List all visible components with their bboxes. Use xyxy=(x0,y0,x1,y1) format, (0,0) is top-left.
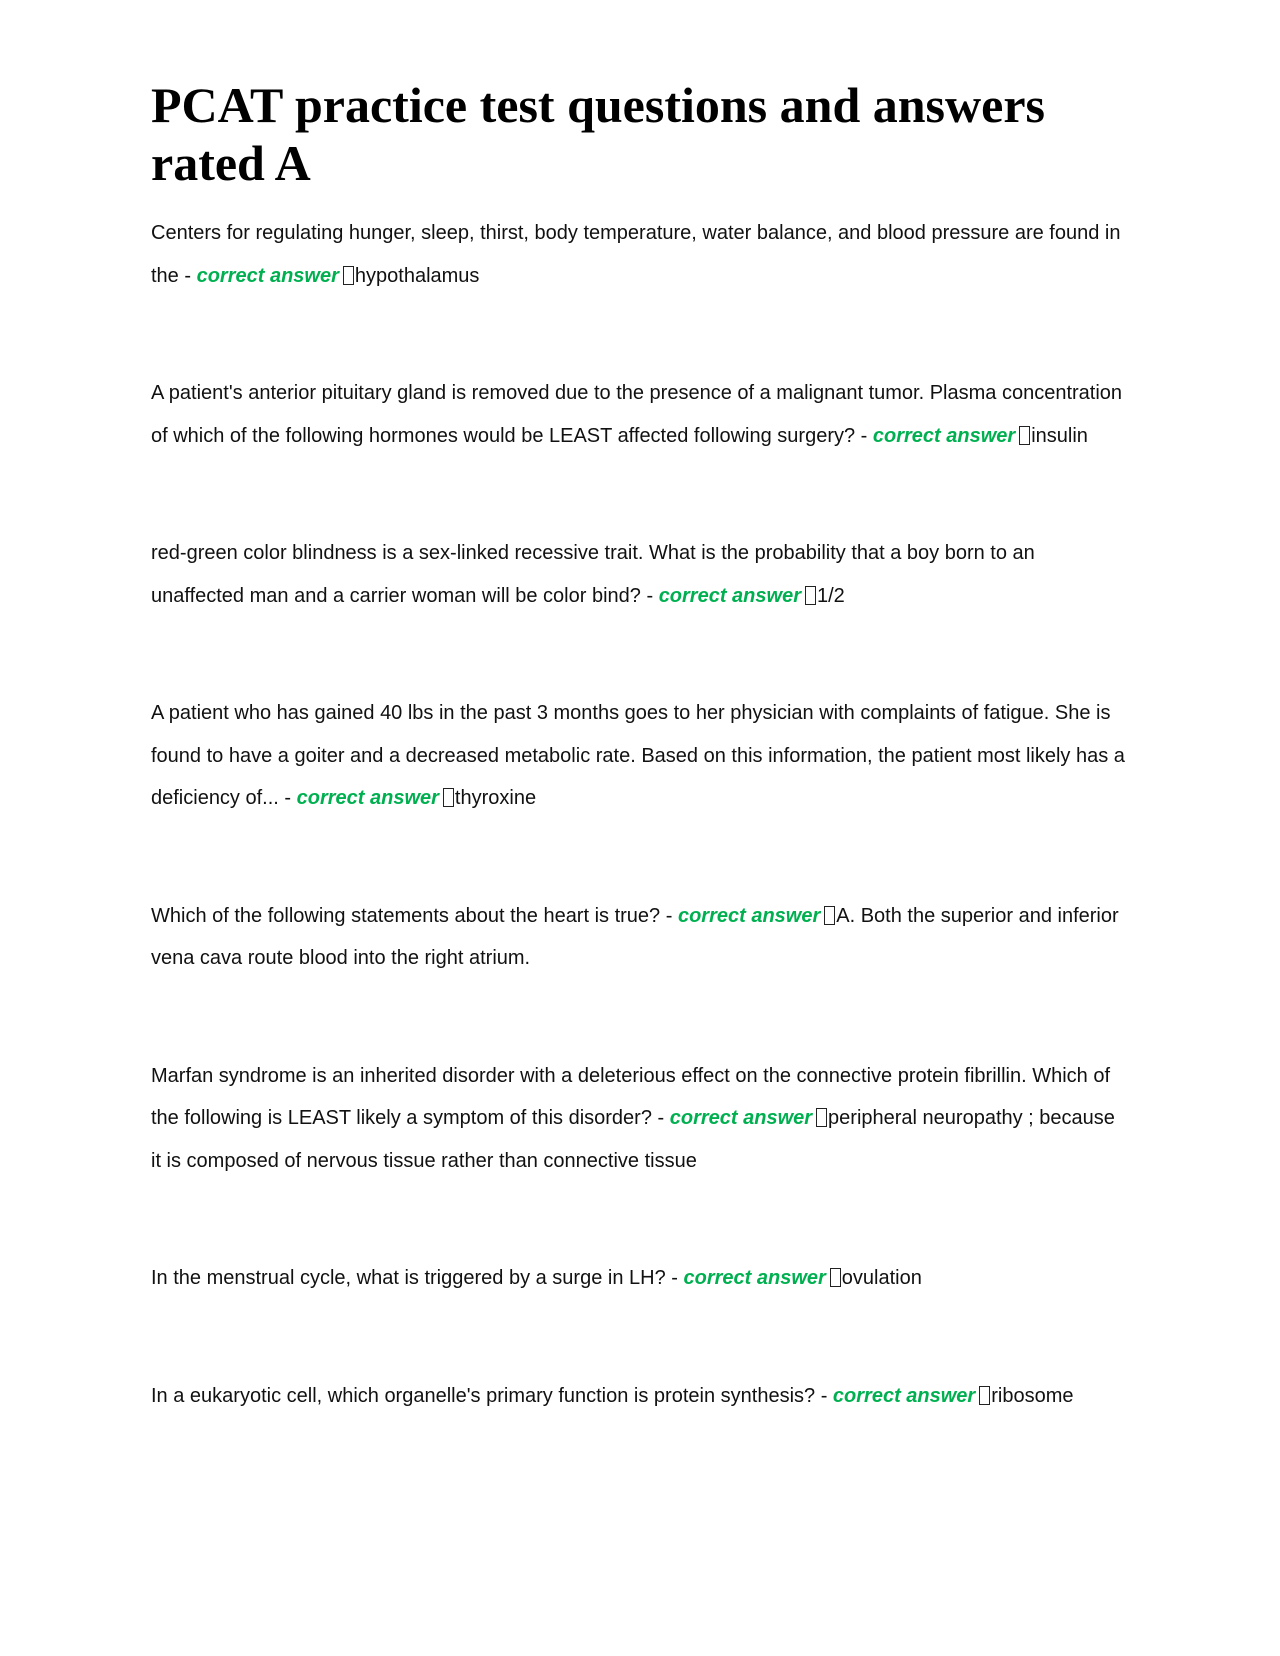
correct-answer-label: correct answer xyxy=(872,424,1016,447)
correct-answer-label: correct answer xyxy=(658,584,801,607)
answer-text: 1/2 xyxy=(816,584,845,607)
answer-text: ovulation xyxy=(841,1267,922,1289)
correct-answer-label: correct answer xyxy=(296,787,439,809)
qa-list xyxy=(151,212,1126,1417)
answer-text: hypothalamus xyxy=(354,264,480,287)
correct-answer-label: correct answer xyxy=(669,1107,813,1129)
answer-text: peripheral neuropathy ; because it is composed of nervous tissue rather than connective tissue xyxy=(151,1107,1115,1172)
document-title: PCAT practice test questions and answers rated A xyxy=(151,77,1045,191)
question-text: Marfan syndrome is an inherited disorder with a deleterious effect on the connective protein fibrillin. Which of the following is LEAST likely a symptom of this disorder? - xyxy=(151,1064,1111,1129)
missing-glyph-icon xyxy=(805,586,816,605)
qa-item xyxy=(151,692,1126,820)
missing-glyph-icon xyxy=(816,1108,827,1127)
missing-glyph-icon xyxy=(1019,426,1030,445)
answer-text: thyroxine xyxy=(454,787,537,809)
question-text: Centers for regulating hunger, sleep, thirst, body temperature, water balance, and blood pressure are found in the - xyxy=(151,222,1121,287)
missing-glyph-icon xyxy=(343,266,354,285)
question-text: In a eukaryotic cell, which organelle's primary function is protein synthesis? - xyxy=(151,1384,828,1407)
document-page xyxy=(151,76,1126,1492)
qa-item xyxy=(151,532,1126,617)
qa-item xyxy=(151,895,1126,980)
qa-item xyxy=(151,1055,1126,1183)
question-text: A patient's anterior pituitary gland is removed due to the presence of a malignant tumor. Plasma concentration of which of the following hormones would be LEAST affected following surgery? - xyxy=(151,382,1123,447)
qa-item xyxy=(151,1257,1126,1300)
missing-glyph-icon xyxy=(443,788,454,807)
missing-glyph-icon xyxy=(830,1268,841,1287)
correct-answer-label: correct answer xyxy=(677,904,821,927)
missing-glyph-icon xyxy=(979,1386,990,1405)
question-text: red-green color blindness is a sex-linked recessive trait. What is the probability that a boy born to an unaffected man and a carrier woman will be color bind? - xyxy=(151,542,1035,607)
qa-item xyxy=(151,212,1126,297)
qa-item xyxy=(151,1375,1126,1418)
missing-glyph-icon xyxy=(824,906,835,925)
correct-answer-label: correct answer xyxy=(683,1267,826,1289)
answer-text: ribosome xyxy=(991,1384,1074,1407)
answer-text: insulin xyxy=(1031,424,1088,447)
answer-text: A. Both the superior and inferior vena cava route blood into the right atrium. xyxy=(151,904,1119,969)
correct-answer-label: correct answer xyxy=(196,264,339,287)
question-text: Which of the following statements about the heart is true? - xyxy=(151,904,673,927)
question-text: In the menstrual cycle, what is triggered by a surge in LH? - xyxy=(151,1267,678,1289)
qa-item xyxy=(151,372,1126,457)
correct-answer-label: correct answer xyxy=(832,1384,976,1407)
question-text: A patient who has gained 40 lbs in the past 3 months goes to her physician with complaints of fatigue. She is found to have a goiter and a decreased metabolic rate. Based on this information, the patient most likely has a deficiency of... - xyxy=(151,702,1125,809)
